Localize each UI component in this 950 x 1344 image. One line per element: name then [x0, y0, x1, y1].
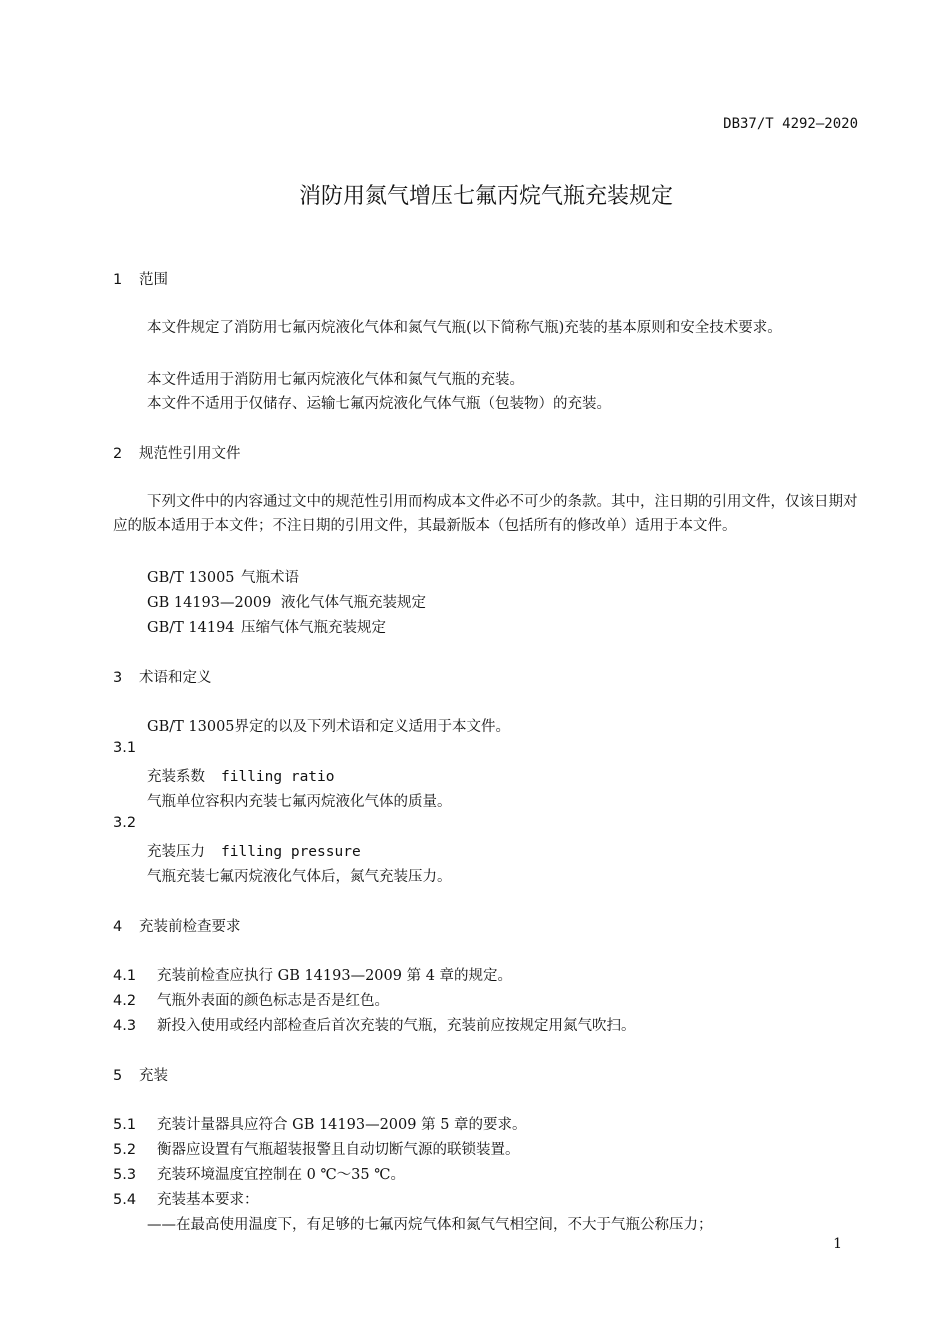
section-number: 5: [113, 1068, 123, 1084]
clause-text: 充装计量器具应符合 GB 14193—2009 第 5 章的要求。: [157, 1117, 527, 1133]
term-en: filling ratio: [221, 769, 335, 785]
section-2-heading: [113, 442, 241, 463]
reference-item: [147, 566, 299, 587]
reference-item: [147, 616, 386, 637]
clause-item: [113, 1188, 259, 1209]
term-number: 3.2: [113, 815, 137, 831]
clause-item: [113, 1113, 527, 1134]
term-entry: [147, 840, 361, 861]
dash-list-item: ——在最高使用温度下，有足够的七氟丙烷气体和氮气气相空间，不大于气瓶公称压力；: [147, 1217, 713, 1233]
reference-code: GB/T 14194: [147, 620, 235, 636]
section-number: 3: [113, 670, 123, 686]
clause-item: [113, 1163, 405, 1184]
term-definition: 气瓶单位容积内充装七氟丙烷液化气体的质量。: [147, 794, 452, 810]
clause-text: 充装环境温度宜控制在 0 ℃～35 ℃。: [157, 1167, 405, 1183]
clause-number: 4.2: [113, 993, 137, 1009]
clause-item: [113, 989, 389, 1010]
section-title: 充装前检查要求: [139, 919, 241, 935]
reference-code: GB/T 13005: [147, 570, 235, 586]
clause-number: 5.1: [113, 1117, 137, 1133]
section-1-heading: [113, 268, 168, 289]
clause-item: [113, 964, 512, 985]
clause-item: [113, 1014, 636, 1035]
section-number: 2: [113, 446, 123, 462]
clause-item: [113, 1138, 520, 1159]
paragraph: 本文件不适用于仅储存、运输七氟丙烷液化气体气瓶（包装物）的充装。: [147, 396, 611, 412]
paragraph: 本文件适用于消防用七氟丙烷液化气体和氮气气瓶的充装。: [147, 372, 524, 388]
standard-number: DB37/T 4292—2020: [723, 116, 858, 132]
clause-number: 5.2: [113, 1142, 137, 1158]
reference-name: 液化气体气瓶充装规定: [281, 595, 426, 611]
section-title: 规范性引用文件: [139, 446, 241, 462]
section-3-heading: [113, 666, 212, 687]
paragraph: GB/T 13005界定的以及下列术语和定义适用于本文件。: [147, 719, 511, 735]
clause-number: 4.3: [113, 1018, 137, 1034]
term-zh: 充装系数: [147, 769, 205, 785]
clause-text: 新投入使用或经内部检查后首次充装的气瓶，充装前应按规定用氮气吹扫。: [157, 1018, 636, 1034]
clause-number: 5.4: [113, 1192, 137, 1208]
term-definition: 气瓶充装七氟丙烷液化气体后，氮气充装压力。: [147, 869, 452, 885]
section-4-heading: [113, 915, 241, 936]
clause-text: 充装基本要求：: [157, 1192, 259, 1208]
section-number: 1: [113, 272, 123, 288]
term-en: filling pressure: [221, 844, 361, 860]
clause-number: 5.3: [113, 1167, 137, 1183]
clause-text: 充装前检查应执行 GB 14193—2009 第 4 章的规定。: [157, 968, 513, 984]
section-title: 充装: [139, 1068, 168, 1084]
reference-code: GB 14193—2009: [147, 595, 272, 611]
section-5-heading: [113, 1064, 168, 1085]
paragraph: 本文件规定了消防用七氟丙烷液化气体和氮气气瓶(以下简称气瓶)充装的基本原则和安全技术要求。: [147, 320, 782, 336]
section-number: 4: [113, 919, 123, 935]
term-zh: 充装压力: [147, 844, 205, 860]
page-number: 1: [833, 1236, 842, 1252]
document-title: 消防用氮气增压七氟丙烷气瓶充装规定: [298, 184, 673, 209]
term-number: 3.1: [113, 740, 137, 756]
clause-text: 衡器应设置有气瓶超装报警且自动切断气源的联锁装置。: [157, 1142, 520, 1158]
clause-text: 气瓶外表面的颜色标志是否是红色。: [157, 993, 389, 1009]
section-title: 范围: [139, 272, 168, 288]
clause-number: 4.1: [113, 968, 137, 984]
reference-item: [147, 591, 426, 612]
reference-name: 压缩气体气瓶充装规定: [241, 620, 386, 636]
section-title: 术语和定义: [139, 670, 212, 686]
paragraph: 下列文件中的内容通过文中的规范性引用而构成本文件必不可少的条款。其中，注日期的引用文件，仅该日期对应的版本适用于本文件；不注日期的引用文件，其最新版本（包括所有的修改单）适用于本文件。: [113, 494, 858, 534]
reference-name: 气瓶术语: [241, 570, 299, 586]
term-entry: [147, 765, 335, 786]
